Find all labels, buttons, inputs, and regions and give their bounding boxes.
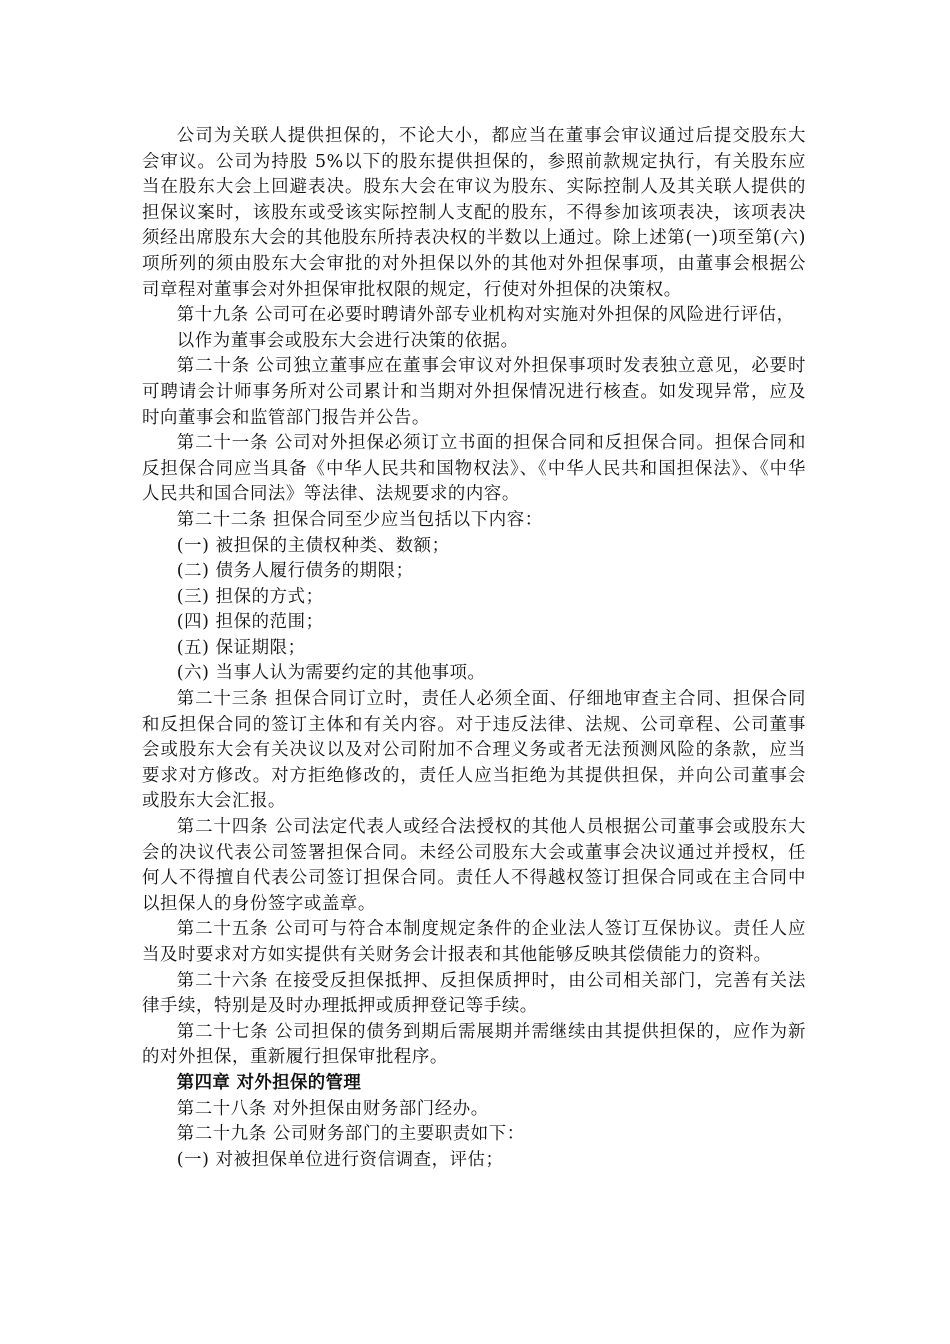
article-25: 第二十五条 公司可与符合本制度规定条件的企业法人签订互保协议。责任人应当及时要求对方如实提供有关财务会计报表和其他能够反映其偿债能力的资料。 bbox=[142, 919, 806, 965]
article-22-item-2: (二) 债务人履行债务的期限； bbox=[176, 561, 414, 582]
article-27: 第二十七条 公司担保的债务到期后需展期并需继续由其提供担保的，应作为新的对外担保，重新履行担保审批程序。 bbox=[142, 1021, 806, 1068]
article-21: 第二十一条 公司对外担保必须订立书面的担保合同和反担保合同。担保合同和反担保合同应当具备《中华人民共和国物权法》、《中华人民共和国担保法》、《中华人民共和国合同法》等法律、法规要求的内容。 bbox=[142, 433, 806, 505]
document-page bbox=[142, 124, 806, 1173]
article-20: 第二十条 公司独立董事应在董事会审议对外担保事项时发表独立意见，必要时可聘请会计师事务所对公司累计和当期对外担保情况进行核查。如发现异常，应及时向董事会和监管部门报告并公告。 bbox=[142, 356, 806, 428]
article-23: 第二十三条 担保合同订立时，责任人必须全面、仔细地审查主合同、担保合同和反担保合同的签订主体和有关内容。对于违反法律、法规、公司章程、公司董事会或股东大会有关决议以及对公司附加不合理义务或者无法预测风险的条款，应当要求对方修改。对方拒绝修改的，责任人应当拒绝为其提供担保，并向公司董事会或股东大会汇报。 bbox=[142, 689, 806, 812]
article-29: 第二十九条 公司财务部门的主要职责如下： bbox=[176, 1124, 525, 1145]
article-22-item-3: (三) 担保的方式； bbox=[176, 586, 324, 607]
article-24: 第二十四条 公司法定代表人或经合法授权的其他人员根据公司董事会或股东大会的决议代表公司签署担保合同。未经公司股东大会或董事会决议通过并授权，任何人不得擅自代表公司签订担保合同。责任人不得越权签订担保合同或在主合同中以担保人的身份签字或盖章。 bbox=[142, 817, 806, 914]
article-22-item-6: (六) 当事人认为需要约定的其他事项。 bbox=[176, 663, 486, 684]
article-22-item-5: (五) 保证期限； bbox=[176, 637, 306, 658]
article-29-item-1: (一) 对被担保单位进行资信调查，评估； bbox=[176, 1149, 504, 1170]
article-22: 第二十二条 担保合同至少应当包括以下内容： bbox=[176, 509, 543, 530]
article-19-continuation: 以作为董事会或股东大会进行决策的依据。 bbox=[176, 330, 519, 351]
article-22-item-4: (四) 担保的范围； bbox=[176, 612, 324, 633]
paragraph-related-party-guarantee: 公司为关联人提供担保的，不论大小，都应当在董事会审议通过后提交股东大会审议。公司为持股 5%以下的股东提供担保的，参照前款规定执行，有关股东应当在股东大会上回避表决。股东大会在审议为股东、实际控制人及其关联人提供的担保议案时，该股东或受该实际控制人支配的股东，不得参加该项表决，该项表决须经出席股东大会的其他股东所持表决权的半数以上通过。除上述第(一)项至第(六)项所列的须由股东大会审批的对外担保以外的其他对外担保事项，由董事会根据公司章程对董事会对外担保审批权限的规定，行使对外担保的决策权。 bbox=[142, 126, 806, 300]
article-19: 第十九条 公司可在必要时聘请外部专业机构对实施对外担保的风险进行评估， bbox=[176, 305, 795, 326]
article-22-item-1: (一) 被担保的主债权种类、数额； bbox=[176, 535, 450, 556]
article-26: 第二十六条 在接受反担保抵押、反担保质押时，由公司相关部门，完善有关法律手续，特别是及时办理抵押或质押登记等手续。 bbox=[142, 970, 806, 1017]
chapter-4-heading: 第四章 对外担保的管理 bbox=[176, 1072, 362, 1093]
article-28: 第二十八条 对外担保由财务部门经办。 bbox=[176, 1098, 489, 1119]
